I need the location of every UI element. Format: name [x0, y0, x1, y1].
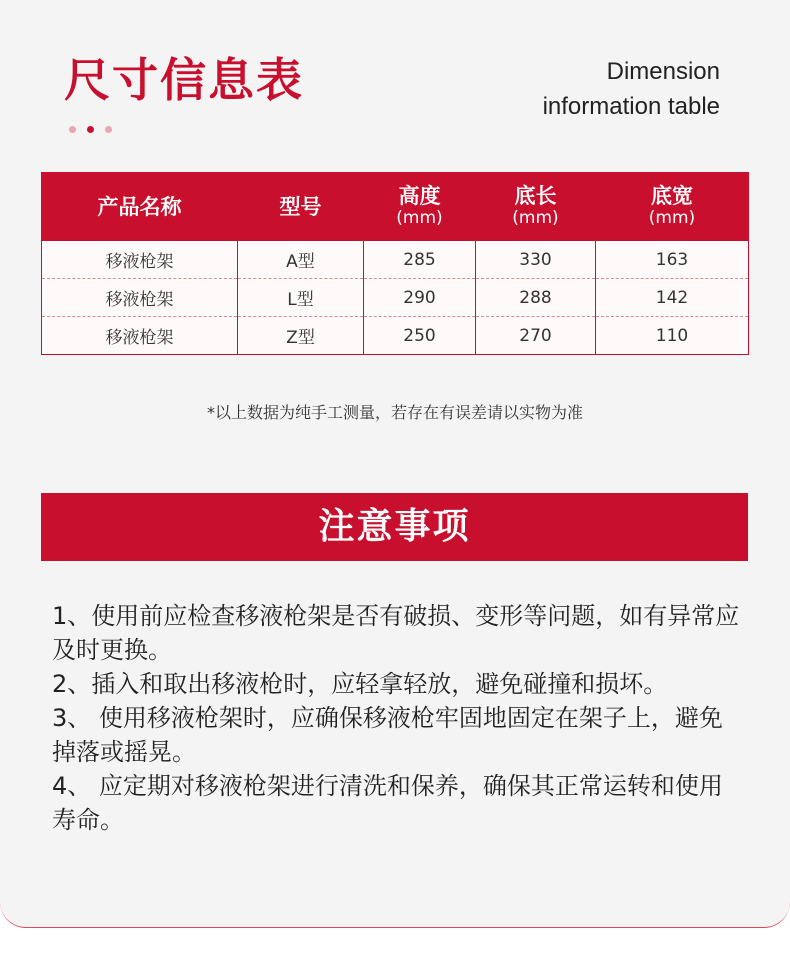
cell-height: 250	[364, 317, 476, 355]
decorative-dots	[69, 126, 112, 133]
unit-label: (mm)	[396, 207, 443, 228]
header-product-name: 产品名称	[42, 173, 238, 241]
list-item: 3、 使用移液枪架时，应确保移液枪牢固地固定在架子上，避免掉落或摇晃。	[52, 704, 723, 766]
page-title: 尺寸信息表	[64, 53, 304, 107]
header-height: 高度 (mm)	[364, 173, 476, 241]
cell-base-length: 288	[476, 279, 596, 317]
cell-base-width: 163	[596, 241, 749, 279]
list-item: 2、插入和取出移液枪时，应轻拿轻放，避免碰撞和损坏。	[52, 670, 668, 698]
measurement-note: *以上数据为纯手工测量，若存在有误差请以实物为准	[206, 403, 583, 422]
cell-base-length: 270	[476, 317, 596, 355]
cell-product-name: 移液枪架	[42, 279, 238, 317]
table-header-row	[42, 173, 749, 241]
cell-base-width: 142	[596, 279, 749, 317]
unit-label: (mm)	[512, 207, 559, 228]
unit-label: (mm)	[648, 207, 696, 228]
cell-height: 285	[364, 241, 476, 279]
dimension-table	[41, 172, 749, 355]
header-model: 型号	[238, 173, 364, 241]
header-base-width: 底宽 (mm)	[596, 173, 749, 241]
table-row	[42, 241, 749, 279]
notices-title: 注意事项	[41, 493, 748, 561]
cell-model: A型	[238, 241, 364, 279]
cell-base-width: 110	[596, 317, 749, 355]
dot-icon	[87, 126, 94, 133]
page-title-english	[460, 54, 720, 124]
table-row	[42, 317, 749, 355]
cell-model: L型	[238, 279, 364, 317]
list-item: 4、 应定期对移液枪架进行清洗和保养，确保其正常运转和使用寿命。	[52, 772, 723, 834]
table-row	[42, 279, 749, 317]
dot-icon	[69, 126, 76, 133]
cell-product-name: 移液枪架	[42, 317, 238, 355]
cell-base-length: 330	[476, 241, 596, 279]
dot-icon	[105, 126, 112, 133]
cell-model: Z型	[238, 317, 364, 355]
title-en-line-2: information table	[542, 93, 720, 120]
title-en-line-1: Dimension	[606, 58, 720, 85]
list-item: 1、使用前应检查移液枪架是否有破损、变形等问题，如有异常应及时更换。	[52, 602, 740, 664]
notices-list	[52, 599, 744, 837]
header-base-length: 底长 (mm)	[476, 173, 596, 241]
cell-product-name: 移液枪架	[42, 241, 238, 279]
cell-height: 290	[364, 279, 476, 317]
